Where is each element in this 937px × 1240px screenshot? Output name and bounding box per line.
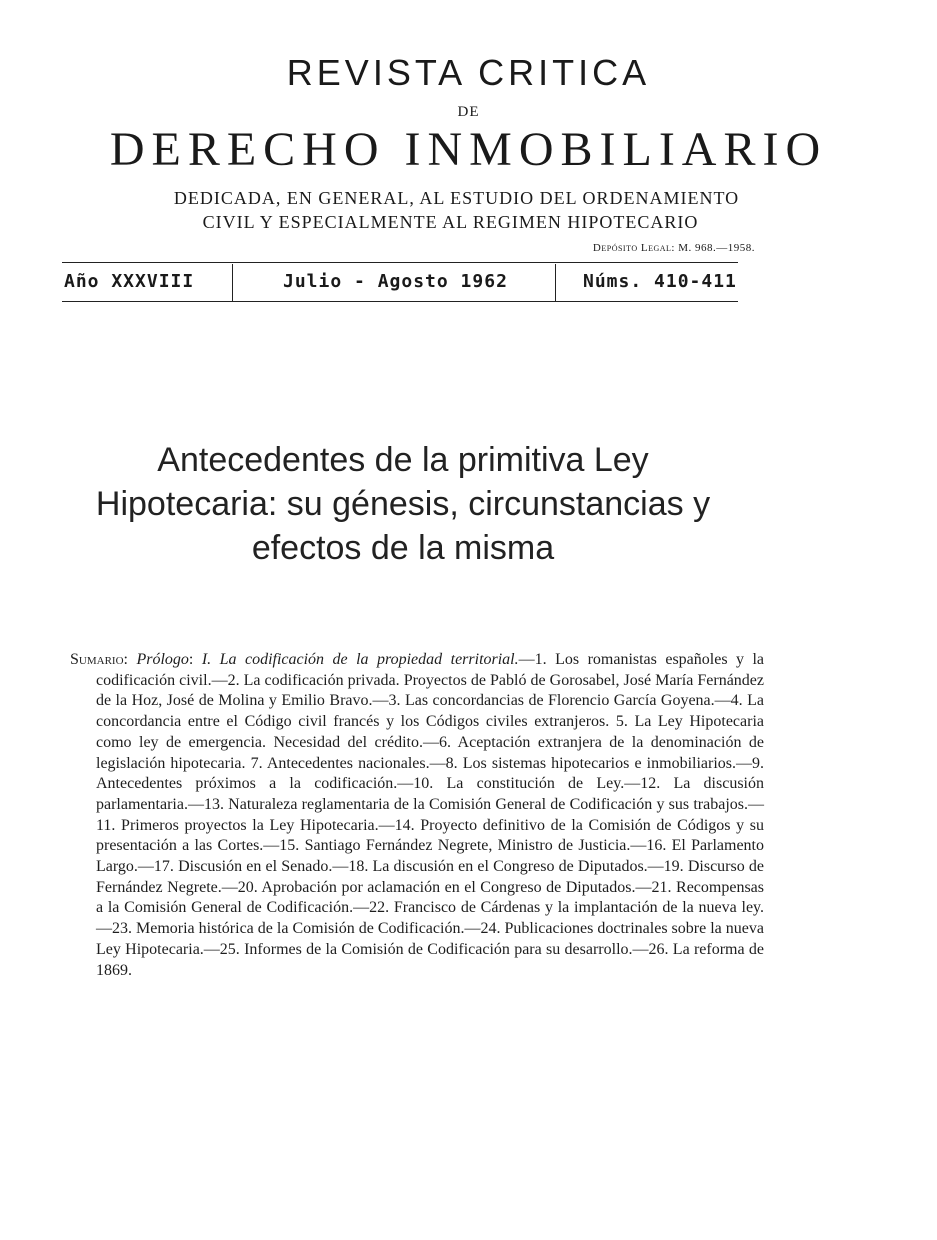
legal-deposit-label: Depósito Legal: (592, 242, 675, 254)
issue-number: Núms. 410-411 (583, 271, 737, 292)
journal-title-top: REVISTA CRITICA (286, 52, 651, 93)
issue-date: Julio - Agosto 1962 (283, 271, 508, 292)
issue-bar-bottom-rule (62, 301, 738, 302)
journal-subtitle-line2: CIVIL Y ESPECIALMENTE AL REGIMEN HIPOTECARIO (202, 212, 699, 232)
summary-prologue: Prólogo (136, 651, 189, 668)
legal-deposit (593, 242, 755, 254)
journal-subtitle-line1: DEDICADA, EN GENERAL, AL ESTUDIO DEL ORDENAMIENTO (173, 188, 740, 208)
summary-label: Sumario (70, 651, 124, 668)
summary-part-heading: I. La codificación de la propiedad territorial. (201, 651, 519, 668)
issue-bar-divider (232, 264, 233, 302)
journal-title-de: DE (457, 104, 480, 120)
summary-items: —1. Los romanistas españoles y la codificación civil.—2. La codificación privada. Proyectos de Pabló de Gorosabel, José María Fernández de la Hoz, José de Molina y Emilio Bravo.—3. Las concordancias de Florencio García Goyena.—4. La concordancia entre el Código civil francés y los Códigos civiles extranjeros. 5. La Ley Hipotecaria como ley de emergencia. Necesidad del crédito.—6. Aceptación extranjera de la denominación de legislación hipotecaria. 7. Antecedentes nacionales.—8. Los sistemas hipotecarios e inmobiliarios.—9. Antecedentes próximos a la codificación.—10. La constitución de Ley.—12. La discusión parlamentaria.—13. Naturaleza reglamentaria de la Comisión General de Codificación y sus trabajos.—11. Primeros proyectos la Ley Hipotecaria.—14. Proyecto definitivo de la Comisión de Códigos y su presentación a las Cortes.—15. Santiago Fernández Negrete, Ministro de Justicia.—16. El Parlamento Largo.—17. Discusión en el Senado.—18. La discusión en el Congreso de Diputados.—19. Discurso de Fernández Negrete.—20. Aprobación por aclamación en el Congreso de Diputados.—21. Recompensas a la Comisión General de Codificación.—22. Francisco de Cárdenas y la implantación de la nueva ley.—23. Memoria histórica de la Comisión de Codificación.—24. Publicaciones doctrinales sobre la nueva Ley Hipotecaria.—25. Informes de la Comisión de Codificación para su desarrollo.—26. La reforma de 1869. (96, 651, 765, 979)
legal-deposit-value: M. 968.—1958. (678, 242, 755, 254)
issue-year: Año XXXVIII (64, 271, 195, 292)
journal-title-main: DERECHO INMOBILIARIO (109, 123, 828, 176)
issue-bar-divider (555, 264, 556, 302)
article-summary: Sumario: Prólogo: I. La codificación de la propiedad territorial.—1. Los romanistas españoles y la codificación civil.—2. La codificación privada. Proyectos de Pabló de Gorosabel, José María Fernández de la Hoz, José de Molina y Emilio Bravo.—3. Las concordancias de Florencio García Goyena.—4. La concordancia entre el Código civil francés y los Códigos civiles extranjeros. 5. La Ley Hipotecaria como ley de emergencia. Necesidad del crédito.—6. Aceptación extranjera de la denominación de legislación hipotecaria. 7. Antecedentes nacionales.—8. Los sistemas hipotecarios e inmobiliarios.—9. Antecedentes próximos a la codificación.—10. La constitución de Ley.—12. La discusión parlamentaria.—13. Naturaleza reglamentaria de la Comisión General de Codificación y sus trabajos.—11. Primeros proyectos la Ley Hipotecaria.—14. Proyecto definitivo de la Comisión de Códigos y su presentación a las Cortes.—15. Santiago Fernández Negrete, Ministro de Justicia.—16. El Parlamento Largo.—17. Discusión en el Senado.—18. La discusión en el Congreso de Diputados.—19. Discurso de Fernández Negrete.—20. Aprobación por aclamación en el Congreso de Diputados.—21. Recompensas a la Comisión General de Codificación.—22. Francisco de Cárdenas y la implantación de la nueva ley.—23. Memoria histórica de la Comisión de Codificación.—24. Publicaciones doctrinales sobre la nueva Ley Hipotecaria.—25. Informes de la Comisión de Codificación para su desarrollo.—26. La reforma de 1869. (70, 651, 765, 979)
article-title: Antecedentes de la primitiva Ley Hipotecaria: su génesis, circunstancias y efectos de la misma (95, 441, 711, 567)
issue-bar-top-rule (62, 262, 738, 263)
